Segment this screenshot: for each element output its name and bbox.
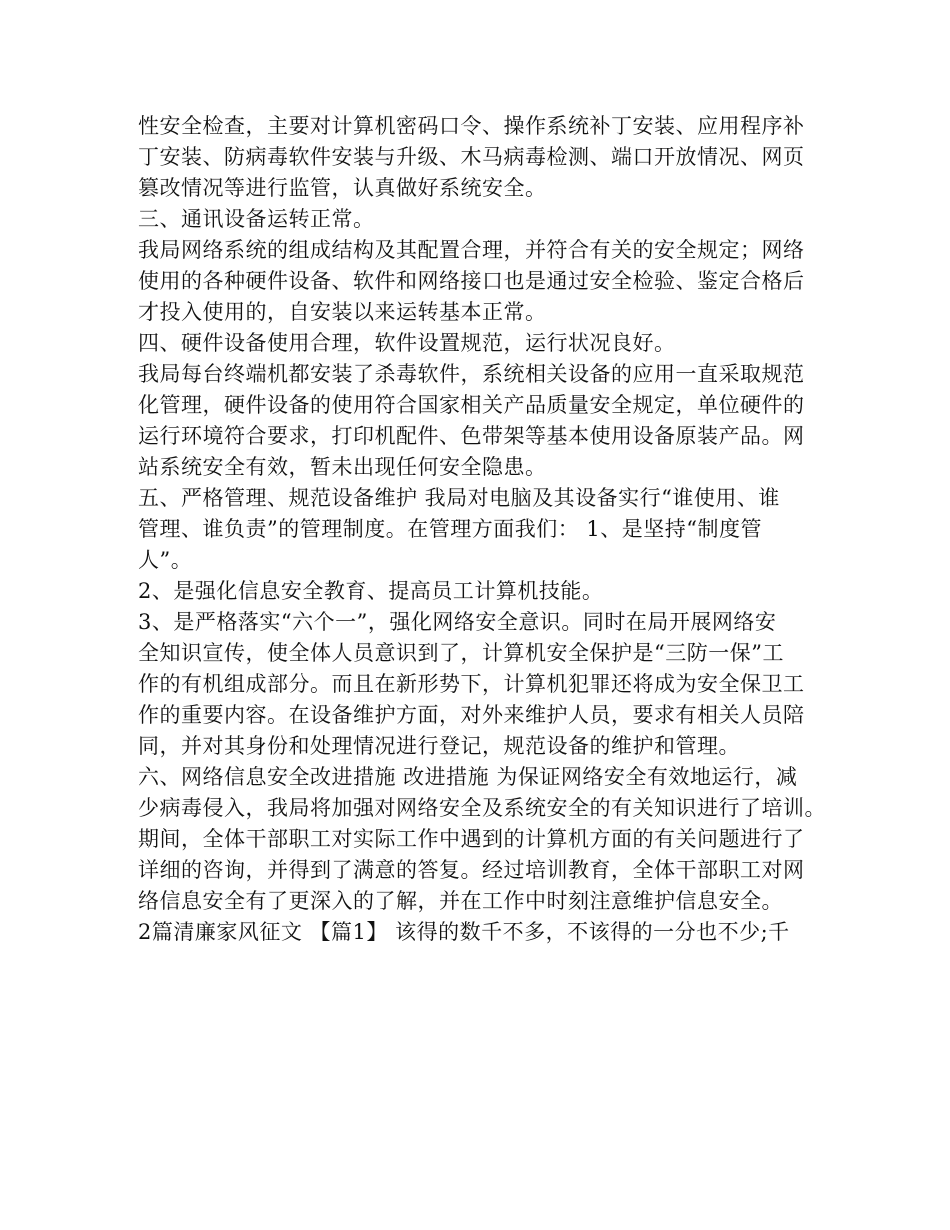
text-line: 全知识宣传，使全体人员意识到了，计算机安全保护是“三防一保”工 — [138, 641, 784, 665]
text-line: 络信息安全有了更深入的了解，并在工作中时刻注意维护信息安全。 — [138, 889, 783, 913]
text-line: 我局每台终端机都安装了杀毒软件，系统相关设备的应用一直采取规范 — [138, 362, 805, 386]
list-item: 3、是严格落实“六个一”，强化网络安全意识。同时在局开展网络安 — [138, 610, 777, 634]
text-line: 篡改情况等进行监管，认真做好系统安全。 — [138, 176, 547, 200]
section-heading: 六、网络信息安全改进措施 改进措施 为保证网络安全有效地运行，减 — [138, 765, 798, 789]
document-body — [138, 111, 826, 948]
section-heading: 四、硬件设备使用合理，软件设置规范，运行状况良好。 — [138, 331, 676, 355]
section-heading: 五、严格管理、规范设备维护 我局对电脑及其设备实行“谁使用、谁 — [138, 486, 780, 510]
text-line: 详细的咨询，并得到了满意的答复。经过培训教育，全体干部职工对网 — [138, 858, 805, 882]
list-item: 2、是强化信息安全教育、提高员工计算机技能。 — [138, 579, 604, 603]
section-heading: 三、通讯设备运转正常。 — [138, 207, 375, 231]
text-line: 运行环境符合要求，打印机配件、色带架等基本使用设备原装产品。网 — [138, 424, 805, 448]
text-line: 作的重要内容。在设备维护方面，对外来维护人员，要求有相关人员陪 — [138, 703, 805, 727]
text-line: 使用的各种硬件设备、软件和网络接口也是通过安全检验、鉴定合格后 — [138, 269, 805, 293]
text-line: 我局网络系统的组成结构及其配置合理，并符合有关的安全规定；网络 — [138, 238, 805, 262]
text-line: 作的有机组成部分。而且在新形势下，计算机犯罪还将成为安全保卫工 — [138, 672, 805, 696]
text-line: 丁安装、防病毒软件安装与升级、木马病毒检测、端口开放情况、网页 — [138, 145, 805, 169]
text-line: 管理、谁负责”的管理制度。在管理方面我们： 1、是坚持“制度管 — [138, 517, 763, 541]
text-line: 才投入使用的，自安装以来运转基本正常。 — [138, 300, 547, 324]
text-line: 期间，全体干部职工对实际工作中遇到的计算机方面的有关问题进行了 — [138, 827, 805, 851]
text-line: 2篇清廉家风征文 【篇1】 该得的数千不多，不该得的一分也不少;千 — [138, 920, 790, 944]
text-line: 化管理，硬件设备的使用符合国家相关产品质量安全规定，单位硬件的 — [138, 393, 805, 417]
text-line: 同，并对其身份和处理情况进行登记，规范设备的维护和管理。 — [138, 734, 740, 758]
text-line: 性安全检查，主要对计算机密码口令、操作系统补丁安装、应用程序补 — [138, 114, 805, 138]
text-line: 人”。 — [138, 548, 193, 572]
text-line: 少病毒侵入，我局将加强对网络安全及系统安全的有关知识进行了培训。 — [138, 796, 826, 820]
text-line: 站系统安全有效，暂未出现任何安全隐患。 — [138, 455, 547, 479]
